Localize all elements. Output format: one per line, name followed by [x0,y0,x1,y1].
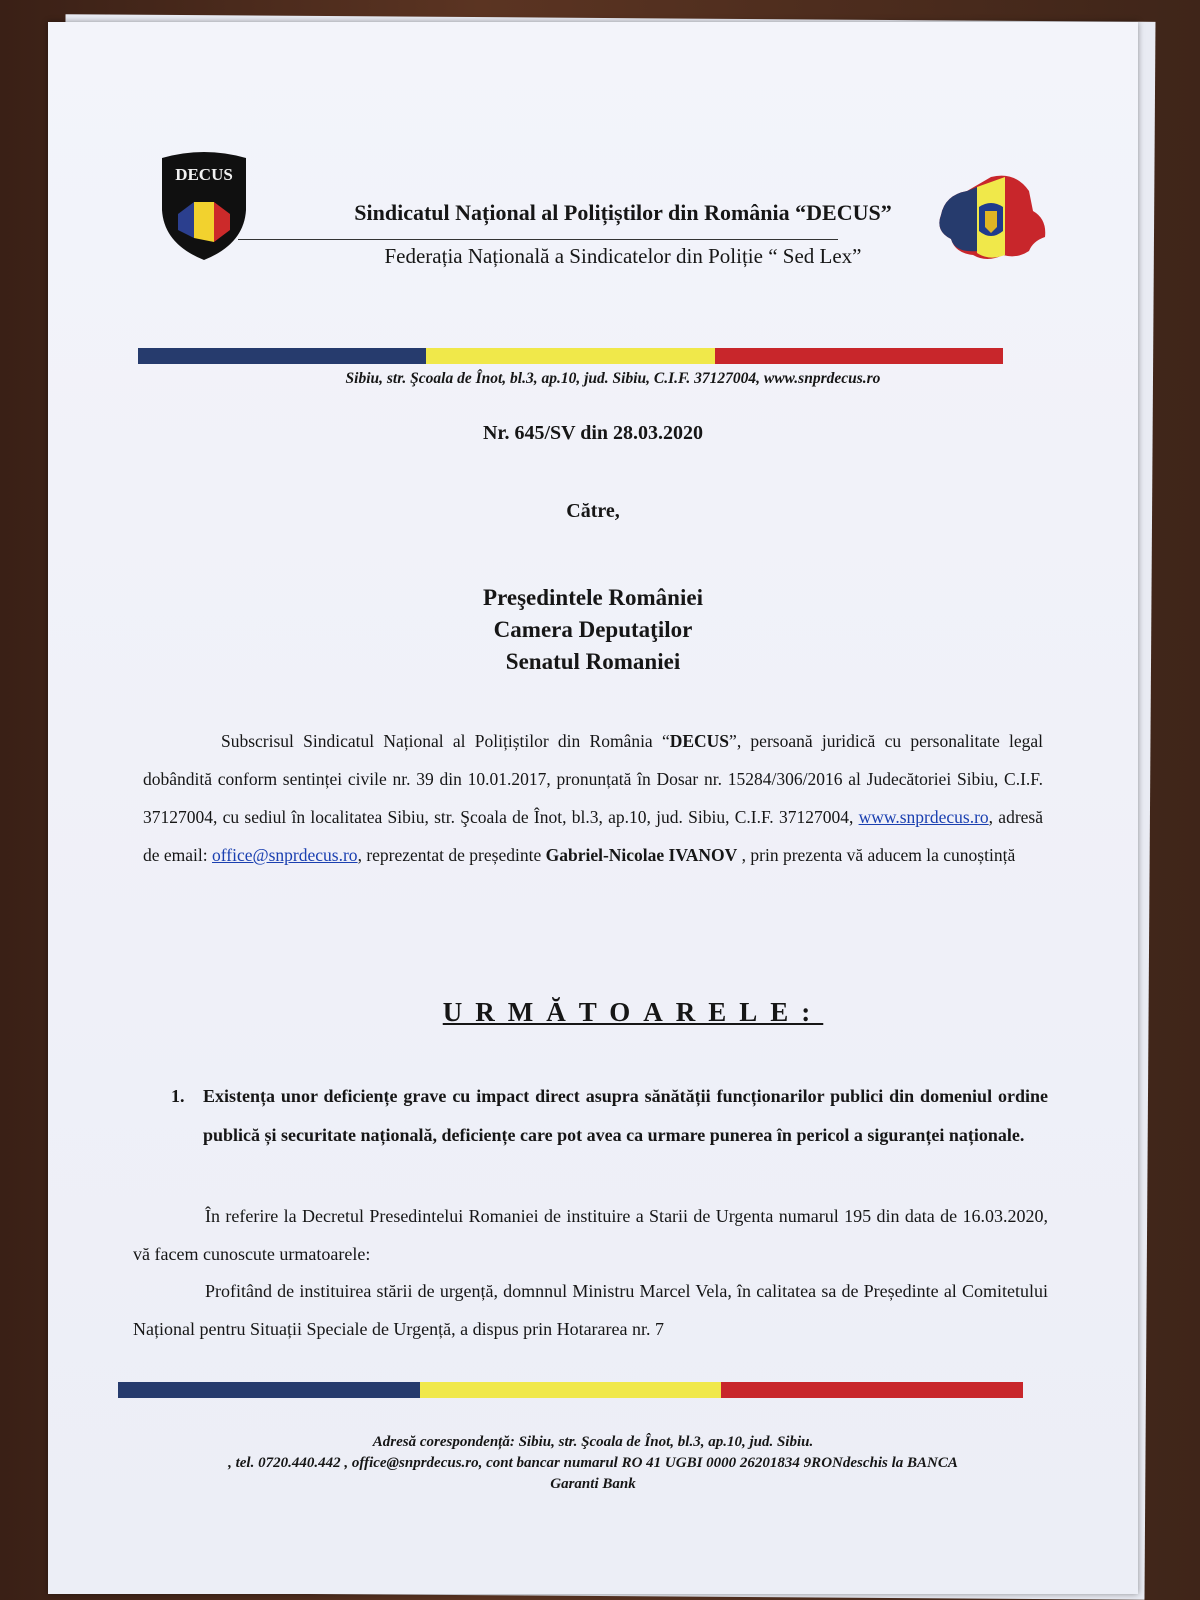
recipients-block [48,582,1138,678]
list-item-number: 1. [171,1086,185,1106]
email-link[interactable]: office@snprdecus.ro [212,845,358,865]
section-heading: URMĂTOARELE: [442,997,824,1027]
tricolor-bar-bottom [118,1382,1023,1398]
footer-address: Adresă corespondență: Sibiu, str. Şcoala de Înot, bl.3, ap.10, jud. Sibiu. [372,1434,814,1450]
recipient-senate: Senatul Romaniei [505,649,681,674]
intro-paragraph: Subscrisul Sindicatul Național al Polițiștilor din România “DECUS”, persoană juridică cu personalitate legal dobândită conform sentinței civile nr. 39 din 10.01.2017, pronunțată în Dosar nr. 15284/306/2016 al Judecătoriei Sibiu, C.I.F. 37127004, cu sediul în localitatea Sibiu, str. Şcoala de Înot, bl.3, ap.10, jud. Sibiu, C.I.F. 37127004, www.snprdecus.ro, adresă de email: office@snprdecus.ro, reprezentat de președinte Gabriel-Nicolae IVANOV , prin prezenta vă aducem la cunoștință [143,731,1043,865]
federation-subtitle: Federația Națională a Sindicatelor din Poliție “ Sed Lex” [384,244,862,268]
header-address: Sibiu, str. Şcoala de Înot, bl.3, ap.10, jud. Sibiu, C.I.F. 37127004, www.snprdecus.ro [345,370,881,387]
list-item [171,1077,1048,1155]
recipient-label: Către, [566,500,620,522]
minister-paragraph: Profitând de instituirea stării de urgență, domnnul Ministru Marcel Vela, în calitatea sa de Președinte al Comitetului Național pentru Situații Speciale de Urgență, a dispus prin Hotararea nr. 7 [133,1281,1048,1339]
letter-page [48,22,1138,1594]
organization-title: Sindicatul Național al Polițiștilor din România “DECUS” [354,200,892,225]
title-divider [238,239,838,240]
website-link[interactable]: www.snprdecus.ro [858,807,989,827]
document-number: Nr. 645/SV din 28.03.2020 [482,422,704,444]
decree-paragraph: În referire la Decretul Presedintelui Romaniei de instituire a Starii de Urgenta numarul 195 din data de 16.03.2020, vă facem cunoscute urmatoarele: [133,1206,1048,1264]
recipient-president: Preşedintele României [483,585,703,610]
decus-logo-text: DECUS [175,165,233,184]
tricolor-bar-top [138,348,1003,364]
decus-name: DECUS [669,731,730,751]
footer-bank-name: Garanti Bank [550,1476,636,1492]
recipient-chamber: Camera Deputaţilor [493,617,693,642]
footer-contact [48,1432,1138,1495]
footer-phone-bank: , tel. 0720.440.442 , office@snprdecus.ro, cont bancar numarul RO 41 UGBI 0000 26201834 9RONdeschis la BANCA [228,1455,958,1471]
president-name: Gabriel-Nicolae IVANOV [545,845,738,865]
list-item-text: Existența unor deficiențe grave cu impact direct asupra sănătății funcționarilor publici din domeniul ordine publică și securitate națională, deficiențe care pot avea ca urmare punerea în pericol a siguranței naționale. [203,1086,1048,1145]
